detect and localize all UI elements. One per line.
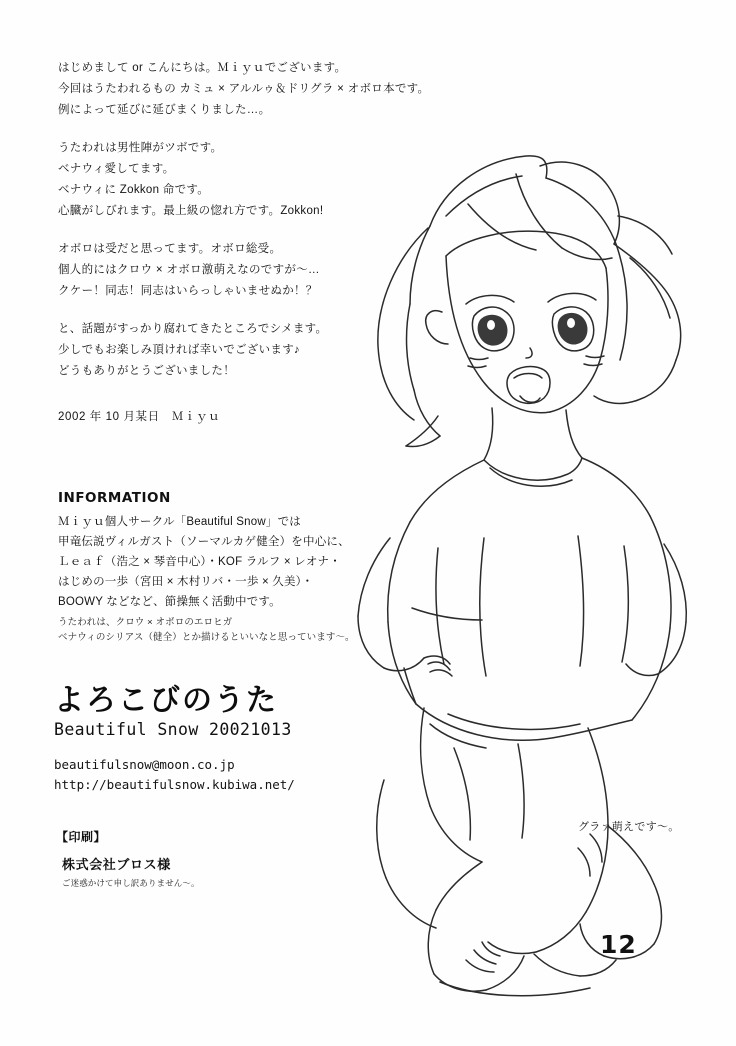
- afterword-paragraph-2: [58, 138, 478, 222]
- information-block: [58, 490, 458, 645]
- information-note-line: うたわれは、クロウ × オボロのエロヒガ: [58, 617, 233, 628]
- contact-block: [54, 755, 494, 795]
- afterword-line: クケー！同志！同志はいらっしゃいませぬか！？: [58, 285, 318, 297]
- contact-email[interactable]: beautifulsnow@moon.co.jp: [54, 757, 235, 772]
- information-note-line: ベナウィのシリアス（健全）とか描けるといいなと思っています〜。: [58, 632, 355, 643]
- print-company: 株式会社ブロス様: [62, 857, 171, 872]
- afterword-paragraph-3: [58, 239, 478, 302]
- information-line: はじめの一歩（宮田 × 木村リバ・一歩 × 久美）・: [58, 576, 314, 588]
- afterword-line: ベナウィ愛してます。: [58, 163, 175, 175]
- afterword-text: [58, 58, 478, 382]
- print-note: ご迷惑かけて申し訳ありません〜。: [62, 878, 200, 888]
- afterword-line: はじめまして or こんにちは。Ｍｉｙｕでございます。: [58, 62, 347, 74]
- afterword-line: 少しでもお楽しみ頂ければ幸いでございます♪: [58, 344, 301, 356]
- afterword-line: 例によって延びに延びまくりました…。: [58, 104, 271, 116]
- artwork-caption: グラァ萌えです〜。: [578, 821, 680, 833]
- information-line: 甲竜伝説ヴィルガスト（ソーマルカゲ健全）を中心に、: [58, 536, 350, 548]
- page-number: 12: [600, 930, 637, 959]
- afterword-line: ベナウィに Zokkon 命です。: [58, 184, 210, 196]
- information-heading: INFORMATION: [58, 490, 171, 506]
- afterword-line: どうもありがとうございました！: [58, 365, 235, 377]
- information-note: [58, 615, 458, 645]
- afterword-line: 今回はうたわれるもの カミュ × アルルゥ＆ドリグラ × オボロ本です。: [58, 83, 430, 95]
- afterword-paragraph-4: [58, 319, 478, 382]
- information-line: BOOWY などなど、節操無く活動中です。: [58, 596, 281, 608]
- contact-website[interactable]: http://beautifulsnow.kubiwa.net/: [54, 777, 295, 792]
- circle-subtitle: Beautiful Snow 20021013: [54, 720, 292, 739]
- afterword-line: うたわれは男性陣がツボです。: [58, 142, 223, 154]
- afterword-line: オボロは受だと思ってます。オボロ総受。: [58, 243, 282, 255]
- afterword-line: 個人的にはクロウ × オボロ激萌えなのですが〜…: [58, 264, 320, 276]
- circle-title: よろこびのうた: [54, 683, 278, 718]
- information-body: [58, 512, 458, 612]
- print-block: [56, 828, 356, 889]
- afterword-line: と、話題がすっかり腐れてきたところでシメます。: [58, 323, 328, 335]
- afterword-line: 心臓がしびれます。最上級の惚れ方です。Zokkon!: [58, 205, 324, 217]
- afterword-paragraph-1: [58, 58, 478, 121]
- print-heading: 【印刷】: [56, 830, 107, 844]
- circle-block: [54, 684, 494, 795]
- information-line: Ｍｉｙｕ個人サークル「Beautiful Snow」では: [58, 516, 301, 528]
- afterword-signature: 2002 年 10 月某日 Ｍｉｙｕ: [58, 411, 221, 423]
- information-line: Ｌｅａｆ（浩之 × 琴音中心）・KOF ラルフ × レオナ・: [58, 556, 341, 568]
